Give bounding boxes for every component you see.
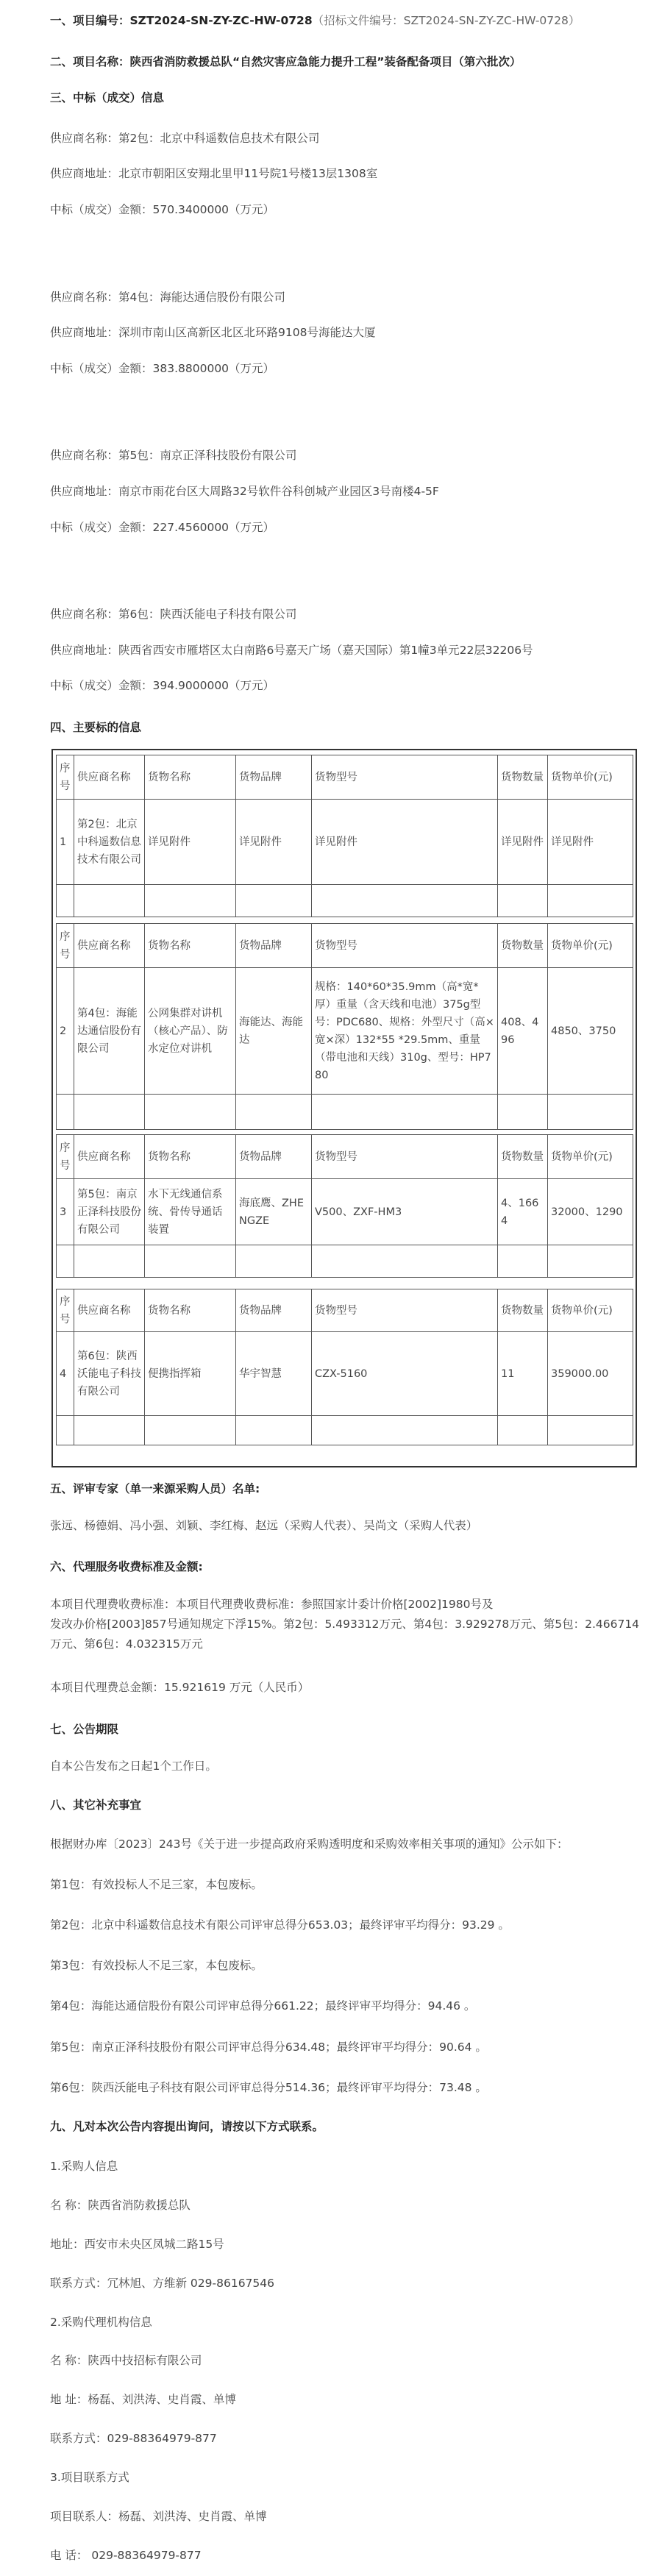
cell-price: 32000、1290 <box>548 1179 633 1245</box>
header-cell: 序号 <box>57 755 74 800</box>
fee-text-line: 发改办价格[2003]857号通知规定下浮15%。第2包：5.493312万元、第4包：3.929278万元、第5包：2.466714 <box>50 1618 640 1631</box>
cell-price: 详见附件 <box>548 800 633 885</box>
header-cell: 货物型号 <box>312 755 498 800</box>
cell-brand: 海底鹰、ZHENGZE <box>236 1179 312 1245</box>
cell-no: 1 <box>57 800 74 885</box>
cell-supplier: 第5包：南京正泽科技股份有限公司 <box>74 1179 145 1245</box>
header-cell: 货物品牌 <box>236 1135 312 1179</box>
header-cell: 货物名称 <box>145 1289 236 1332</box>
header-cell: 序号 <box>57 1289 74 1332</box>
header-cell: 供应商名称 <box>74 1289 145 1332</box>
project-number-label: 一、项目编号： <box>50 14 130 27</box>
items-table-block <box>56 923 633 1130</box>
project-contact-subheading: 3.项目联系方式 <box>50 2471 129 2484</box>
agency-contact: 联系方式：029-88364979-877 <box>50 2432 217 2445</box>
cell-goods: 便携指挥箱 <box>145 1332 236 1416</box>
tender-number-note: （招标文件编号：SZT2024-SN-ZY-ZC-HW-0728） <box>312 14 580 27</box>
cell-price: 4850、3750 <box>548 968 633 1095</box>
package-result: 第6包：陕西沃能电子科技有限公司评审总得分514.36；最终评审平均得分：73.48 。 <box>50 2081 487 2094</box>
cell-goods: 公网集群对讲机（核心产品）、防水定位对讲机 <box>145 968 236 1095</box>
cell-qty: 详见附件 <box>498 800 548 885</box>
project-contact-people: 项目联系人：杨磊、刘洪涛、史肖霞、单博 <box>50 2510 267 2523</box>
cell-supplier: 第2包：北京中科遥数信息技术有限公司 <box>74 800 145 885</box>
cell-goods: 详见附件 <box>145 800 236 885</box>
package-result: 第3包：有效投标人不足三家，本包废标。 <box>50 1959 263 1972</box>
supplement-heading: 八、其它补充事宜 <box>50 1798 142 1812</box>
winning-info-heading: 三、中标（成交）信息 <box>50 91 165 104</box>
cell-no: 2 <box>57 968 74 1095</box>
table-header-row <box>57 1135 633 1179</box>
header-cell: 货物单价(元) <box>548 755 633 800</box>
header-cell: 货物数量 <box>498 1289 548 1332</box>
cell-model: CZX-5160 <box>312 1332 498 1416</box>
winner-address: 供应商地址：深圳市南山区高新区北区北环路9108号海能达大厦 <box>50 326 376 339</box>
winner-address: 供应商地址：南京市雨花台区大周路32号软件谷科创城产业园区3号南楼4-5F <box>50 485 439 498</box>
items-table-block <box>56 755 633 917</box>
header-cell: 货物型号 <box>312 1135 498 1179</box>
project-contact-phone: 电 话： 029-88364979-877 <box>50 2549 202 2562</box>
cell-qty: 4、1664 <box>498 1179 548 1245</box>
table-header-row <box>57 1289 633 1332</box>
purchaser-contact: 联系方式：冗林旭、方维新 029-86167546 <box>50 2277 274 2290</box>
package-result: 第5包：南京正泽科技股份有限公司评审总得分634.48；最终评审平均得分：90.64 。 <box>50 2040 487 2054</box>
table-spacer-row <box>57 1245 633 1278</box>
agency-address: 地 址：杨磊、刘洪涛、史肖霞、单博 <box>50 2393 236 2406</box>
purchaser-name: 名 称：陕西省消防救援总队 <box>50 2199 191 2212</box>
cell-goods: 水下无线通信系统、骨传导通话装置 <box>145 1179 236 1245</box>
header-cell: 货物单价(元) <box>548 1289 633 1332</box>
winner-name: 供应商名称：第6包：陕西沃能电子科技有限公司 <box>50 608 297 621</box>
experts-heading: 五、评审专家（单一来源采购人员）名单: <box>50 1482 260 1495</box>
fee-heading: 六、代理服务收费标准及金额: <box>50 1560 203 1573</box>
main-items-heading: 四、主要标的信息 <box>50 721 142 734</box>
header-cell: 货物数量 <box>498 1135 548 1179</box>
table-row <box>57 1332 633 1416</box>
cell-model: 规格：140*60*35.9mm（高*宽*厚）重量（含天线和电池）375g型号：PDC680、规格：外型尺寸（高×宽×深）132*55 *29.5mm、重量（带电池和天线）310g、型号：HP780 <box>312 968 498 1095</box>
winner-name: 供应商名称：第5包：南京正泽科技股份有限公司 <box>50 449 297 462</box>
project-name-label: 二、项目名称： <box>50 55 130 68</box>
header-cell: 供应商名称 <box>74 755 145 800</box>
notice-period-heading: 七、公告期限 <box>50 1723 119 1736</box>
cell-qty: 408、496 <box>498 968 548 1095</box>
cell-price: 359000.00 <box>548 1332 633 1416</box>
table-header-row <box>57 755 633 800</box>
cell-qty: 11 <box>498 1332 548 1416</box>
table-row <box>57 800 633 885</box>
table-row <box>57 968 633 1095</box>
header-cell: 货物品牌 <box>236 1289 312 1332</box>
contact-heading: 九、凡对本次公告内容提出询问，请按以下方式联系。 <box>50 2120 324 2133</box>
table-header-row <box>57 924 633 968</box>
winner-amount: 中标（成交）金额：394.9000000（万元） <box>50 679 275 692</box>
winner-name: 供应商名称：第4包：海能达通信股份有限公司 <box>50 291 285 304</box>
items-table-block <box>56 1134 633 1278</box>
cell-no: 3 <box>57 1179 74 1245</box>
table-spacer-row <box>57 1095 633 1130</box>
header-cell: 货物型号 <box>312 924 498 968</box>
supplement-intro: 根据财办库〔2023〕243号《关于进一步提高政府采购透明度和采购效率相关事项的通知》公示如下： <box>50 1837 569 1851</box>
header-cell: 序号 <box>57 924 74 968</box>
table-row <box>57 1179 633 1245</box>
header-cell: 供应商名称 <box>74 924 145 968</box>
header-cell: 货物单价(元) <box>548 924 633 968</box>
cell-no: 4 <box>57 1332 74 1416</box>
cell-brand: 海能达、海能达 <box>236 968 312 1095</box>
project-number-code: SZT2024-SN-ZY-ZC-HW-0728 <box>129 14 313 27</box>
winner-amount: 中标（成交）金额：227.4560000（万元） <box>50 521 275 534</box>
purchaser-address: 地址：西安市未央区凤城二路15号 <box>50 2238 224 2251</box>
fee-text-line: 万元、第6包：4.032315万元 <box>50 1637 203 1651</box>
cell-brand: 华宇智慧 <box>236 1332 312 1416</box>
project-name-line <box>50 54 521 70</box>
cell-brand: 详见附件 <box>236 800 312 885</box>
winner-amount: 中标（成交）金额：383.8800000（万元） <box>50 362 275 375</box>
agency-name: 名 称：陕西中技招标有限公司 <box>50 2354 202 2367</box>
cell-model: V500、ZXF-HM3 <box>312 1179 498 1245</box>
items-table-block <box>56 1289 633 1445</box>
table-spacer-row <box>57 885 633 917</box>
fee-text-line: 本项目代理费收费标准：本项目代理费收费标准：参照国家计委计价格[2002]1980号及 <box>50 1598 494 1611</box>
header-cell: 货物型号 <box>312 1289 498 1332</box>
header-cell: 供应商名称 <box>74 1135 145 1179</box>
header-cell: 货物名称 <box>145 1135 236 1179</box>
header-cell: 货物数量 <box>498 755 548 800</box>
winner-amount: 中标（成交）金额：570.3400000（万元） <box>50 203 275 216</box>
header-cell: 货物数量 <box>498 924 548 968</box>
cell-supplier: 第6包：陕西沃能电子科技有限公司 <box>74 1332 145 1416</box>
experts-list: 张远、杨德娟、冯小强、刘颖、李红梅、赵远（采购人代表）、吴尚文（采购人代表） <box>50 1519 478 1532</box>
cell-model: 详见附件 <box>312 800 498 885</box>
header-cell: 货物品牌 <box>236 755 312 800</box>
project-name: 陕西省消防救援总队“自然灾害应急能力提升工程”装备配备项目（第六批次） <box>129 55 522 68</box>
winner-address: 供应商地址：陕西省西安市雁塔区太白南路6号嘉天广场（嘉天国际）第1幢3单元22层32206号 <box>50 644 533 657</box>
winner-address: 供应商地址：北京市朝阳区安翔北里甲11号院1号楼13层1308室 <box>50 167 378 180</box>
package-result: 第1包：有效投标人不足三家，本包废标。 <box>50 1878 263 1891</box>
package-result: 第2包：北京中科遥数信息技术有限公司评审总得分653.03；最终评审平均得分：93.29 。 <box>50 1918 510 1932</box>
purchaser-subheading: 1.采购人信息 <box>50 2160 118 2173</box>
agency-subheading: 2.采购代理机构信息 <box>50 2316 152 2329</box>
cell-supplier: 第4包：海能达通信股份有限公司 <box>74 968 145 1095</box>
winner-name: 供应商名称：第2包：北京中科遥数信息技术有限公司 <box>50 132 320 145</box>
header-cell: 序号 <box>57 1135 74 1179</box>
notice-period-text: 自本公告发布之日起1个工作日。 <box>50 1760 217 1773</box>
fee-total: 本项目代理费总金额：15.921619 万元（人民币） <box>50 1681 310 1694</box>
header-cell: 货物单价(元) <box>548 1135 633 1179</box>
project-number-line <box>50 13 580 29</box>
header-cell: 货物名称 <box>145 755 236 800</box>
header-cell: 货物名称 <box>145 924 236 968</box>
header-cell: 货物品牌 <box>236 924 312 968</box>
package-result: 第4包：海能达通信股份有限公司评审总得分661.22；最终评审平均得分：94.46 。 <box>50 1999 476 2013</box>
table-spacer-row <box>57 1416 633 1445</box>
